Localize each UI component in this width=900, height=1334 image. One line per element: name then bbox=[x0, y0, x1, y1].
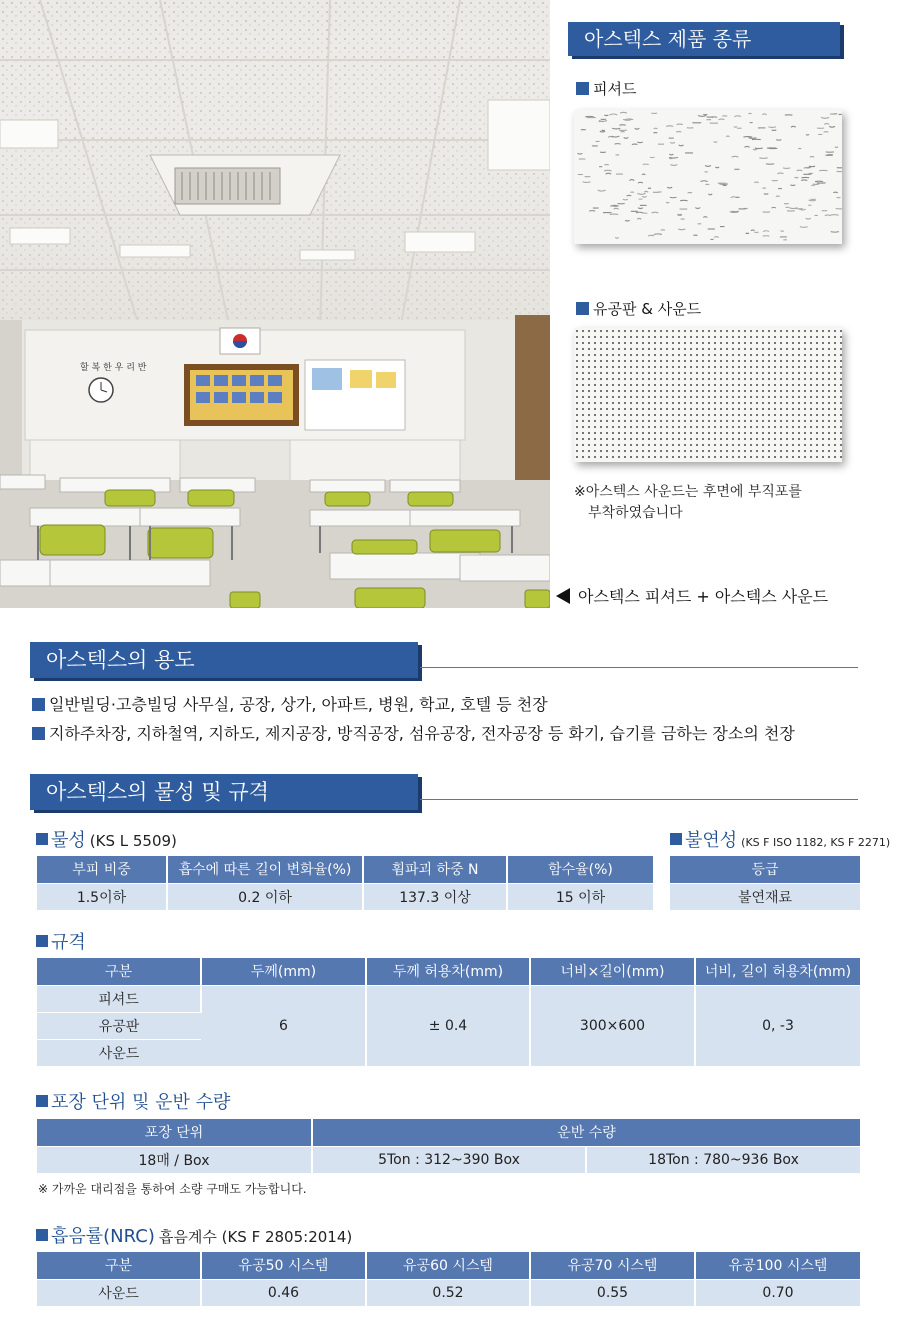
table-cell: 불연재료 bbox=[670, 883, 860, 910]
table-cell: ± 0.4 bbox=[366, 985, 530, 1066]
perforated-tile-swatch bbox=[574, 328, 842, 462]
photo-caption bbox=[556, 584, 828, 607]
table-header: 너비, 길이 허용차(mm) bbox=[695, 958, 860, 985]
table-cell: 0.46 bbox=[201, 1279, 366, 1306]
table-header: 등급 bbox=[670, 856, 860, 883]
packing-table bbox=[37, 1119, 860, 1173]
table-cell: 18Ton : 780~936 Box bbox=[586, 1146, 860, 1173]
packing-subtitle bbox=[36, 1088, 230, 1114]
table-row bbox=[37, 1146, 860, 1173]
table-row bbox=[670, 883, 860, 910]
fireproof-standard: (KS F ISO 1182, KS F 2271) bbox=[741, 836, 891, 849]
table-header: 두께 허용차(mm) bbox=[366, 958, 530, 985]
left-triangle-icon bbox=[556, 588, 570, 604]
properties-section-header bbox=[30, 774, 858, 810]
sound-note-line-2: 부착하였습니다 bbox=[588, 505, 683, 521]
photo-board-text: 할 복 한 우 리 반 bbox=[80, 363, 147, 373]
table-cell: 사운드 bbox=[37, 1039, 201, 1066]
usage-title: 아스텍스의 용도 bbox=[30, 642, 418, 678]
list-item bbox=[32, 690, 795, 719]
table-header: 휨파괴 하중 N bbox=[363, 856, 507, 883]
table-cell: 0, -3 bbox=[695, 985, 860, 1066]
classroom-photo bbox=[0, 0, 550, 608]
table-cell: 5Ton : 312~390 Box bbox=[312, 1146, 586, 1173]
table-cell: 18매 / Box bbox=[37, 1146, 312, 1173]
square-bullet-icon bbox=[32, 698, 45, 711]
usage-list bbox=[32, 690, 795, 748]
square-bullet-icon bbox=[32, 727, 45, 740]
nrc-standard: 흡음계수 (KS F 2805:2014) bbox=[158, 1228, 353, 1246]
table-cell: 0.70 bbox=[695, 1279, 860, 1306]
table-row bbox=[37, 883, 653, 910]
table-cell: 137.3 이상 bbox=[363, 883, 507, 910]
table-cell: 사운드 bbox=[37, 1279, 201, 1306]
physical-label: 물성 bbox=[51, 830, 86, 851]
table-header: 유공60 시스템 bbox=[366, 1252, 530, 1279]
table-header: 두께(mm) bbox=[201, 958, 366, 985]
table-header: 함수율(%) bbox=[507, 856, 653, 883]
table-header: 흡수에 따른 길이 변화율(%) bbox=[167, 856, 363, 883]
table-cell: 6 bbox=[201, 985, 366, 1066]
photo-caption-text: 아스텍스 피셔드 + 아스텍스 사운드 bbox=[578, 587, 829, 606]
square-bullet-icon bbox=[36, 833, 48, 845]
table-header: 포장 단위 bbox=[37, 1119, 312, 1146]
table-cell: 0.2 이하 bbox=[167, 883, 363, 910]
nrc-label: 흡음률(NRC) bbox=[51, 1226, 155, 1247]
list-item-text: 지하주차장, 지하철역, 지하도, 제지공장, 방직공장, 섬유공장, 전자공장 등 화기, 습기를 금하는 장소의 천장 bbox=[49, 724, 795, 743]
type-label-perforated bbox=[576, 298, 701, 319]
divider bbox=[420, 799, 858, 800]
fireproof-subtitle bbox=[670, 826, 890, 852]
packing-label: 포장 단위 및 운반 수량 bbox=[51, 1092, 231, 1113]
usage-section-header bbox=[30, 642, 858, 678]
table-header: 구분 bbox=[37, 1252, 201, 1279]
packing-footnote: ※ 가까운 대리점을 통하여 소량 구매도 가능합니다. bbox=[38, 1182, 307, 1196]
table-header: 운반 수량 bbox=[312, 1119, 860, 1146]
table-header: 유공100 시스템 bbox=[695, 1252, 860, 1279]
product-types-title: 아스텍스 제품 종류 bbox=[568, 22, 840, 56]
table-header: 유공50 시스템 bbox=[201, 1252, 366, 1279]
square-bullet-icon bbox=[576, 82, 589, 95]
properties-title: 아스텍스의 물성 및 규격 bbox=[30, 774, 418, 810]
table-header: 너비×길이(mm) bbox=[530, 958, 695, 985]
fissured-tile-swatch bbox=[574, 110, 842, 244]
nrc-table bbox=[37, 1252, 860, 1306]
square-bullet-icon bbox=[670, 833, 682, 845]
spec-subtitle bbox=[36, 928, 86, 954]
table-cell: 피셔드 bbox=[37, 985, 201, 1012]
spec-table bbox=[37, 958, 860, 1066]
type-label-text: 유공판 & 사운드 bbox=[593, 300, 702, 318]
table-cell: 300×600 bbox=[530, 985, 695, 1066]
physical-table bbox=[37, 856, 653, 910]
divider bbox=[420, 667, 858, 668]
table-cell: 0.55 bbox=[530, 1279, 695, 1306]
table-cell: 1.5이하 bbox=[37, 883, 167, 910]
square-bullet-icon bbox=[576, 302, 589, 315]
sound-note bbox=[574, 482, 874, 524]
table-header: 부피 비중 bbox=[37, 856, 167, 883]
table-header: 구분 bbox=[37, 958, 201, 985]
physical-standard: (KS L 5509) bbox=[89, 832, 177, 850]
table-cell: 유공판 bbox=[37, 1012, 201, 1039]
table-row bbox=[37, 985, 860, 1012]
type-label-text: 피셔드 bbox=[593, 80, 637, 98]
physical-subtitle bbox=[36, 826, 177, 852]
sound-note-line-1: ※아스텍스 사운드는 후면에 부직포를 bbox=[574, 484, 802, 500]
square-bullet-icon bbox=[36, 935, 48, 947]
list-item bbox=[32, 719, 795, 748]
square-bullet-icon bbox=[36, 1229, 48, 1241]
fireproof-table bbox=[670, 856, 860, 910]
square-bullet-icon bbox=[36, 1095, 48, 1107]
table-cell: 0.52 bbox=[366, 1279, 530, 1306]
spec-label: 규격 bbox=[51, 932, 86, 953]
type-label-fissured bbox=[576, 78, 636, 99]
nrc-subtitle bbox=[36, 1222, 352, 1248]
list-item-text: 일반빌딩·고층빌딩 사무실, 공장, 상가, 아파트, 병원, 학교, 호텔 등 천장 bbox=[49, 695, 548, 714]
table-header: 유공70 시스템 bbox=[530, 1252, 695, 1279]
table-row bbox=[37, 1279, 860, 1306]
table-cell: 15 이하 bbox=[507, 883, 653, 910]
fireproof-label: 불연성 bbox=[685, 830, 738, 851]
